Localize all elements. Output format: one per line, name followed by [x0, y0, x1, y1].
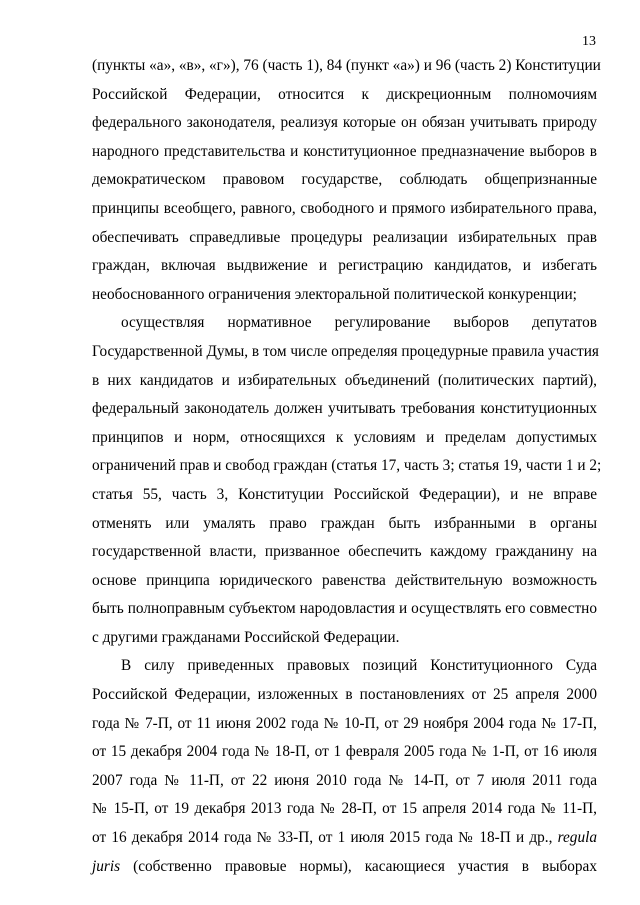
text-line: Государственной Думы, в том числе определяя процедурные правила участия	[92, 342, 599, 360]
text-line: демократическом правовом государстве, соблюдать общепризнанные	[92, 171, 597, 189]
text-line: государственной власти, призванное обеспечить каждому гражданину на	[92, 543, 597, 561]
page-number: 13	[582, 34, 596, 49]
text-line: осуществляя нормативное регулирование выборов депутатов	[121, 314, 597, 332]
text-line: (пункты «а», «в», «г»), 76 (часть 1), 84 (пункт «а») и 96 (часть 2) Конституции	[92, 57, 601, 74]
text-line: федерального законодателя, реализуя которые он обязан учитывать природу	[92, 114, 597, 132]
document-body	[92, 52, 602, 881]
text-line: отменять или умалять право граждан быть избранными в органы	[92, 514, 597, 532]
text-line-with-latin-term	[92, 824, 597, 853]
latin-term: regula	[557, 829, 597, 847]
text-line: с другими гражданами Российской Федерации.	[92, 628, 400, 646]
text-line: обеспечивать справедливые процедуры реализации избирательных прав	[92, 228, 597, 246]
text-line-with-latin-term	[92, 853, 597, 882]
latin-term: juris	[92, 857, 121, 875]
text-segment: от 16 декабря 2014 года № 33-П, от 1 июля 2015 года № 18-П и др.,	[92, 829, 553, 847]
text-line: принципы всеобщего, равного, свободного и прямого избирательного права,	[92, 199, 597, 217]
text-line: быть полноправным субъектом народовластия и осуществлять его совместно	[92, 600, 597, 618]
paragraph-3	[92, 652, 597, 881]
text-line: Российской Федерации, относится к дискреционным полномочиям	[92, 85, 597, 103]
text-line: основе принципа юридического равенства действительную возможность	[92, 571, 597, 589]
text-line: статья 55, часть 3, Конституции Российской Федерации), и не вправе	[92, 485, 597, 503]
paragraph-1	[92, 52, 601, 309]
text-line: принципов и норм, относящихся к условиям и пределам допустимых	[92, 428, 597, 446]
text-line: 2007 года № 11-П, от 22 июня 2010 года № 14-П, от 7 июля 2011 года	[92, 771, 597, 789]
text-line: года № 7-П, от 11 июня 2002 года № 10-П, от 29 ноября 2004 года № 17-П,	[92, 714, 597, 732]
text-line: федеральный законодатель должен учитывать требования конституционных	[92, 400, 597, 418]
text-line: № 15-П, от 19 декабря 2013 года № 28-П, от 15 апреля 2014 года № 11-П,	[92, 800, 597, 818]
paragraph-2	[92, 309, 602, 652]
text-line: народного представительства и конституционное предназначение выборов в	[92, 142, 597, 160]
text-line: граждан, включая выдвижение и регистрацию кандидатов, и избегать	[92, 257, 597, 275]
text-segment: (собственно правовые нормы), касающиеся участия в выборах	[133, 857, 597, 875]
text-line: от 15 декабря 2004 года № 18-П, от 1 февраля 2005 года № 1-П, от 16 июля	[92, 743, 597, 761]
text-line: необоснованного ограничения электоральной политической конкуренции;	[92, 285, 577, 303]
text-line: в них кандидатов и избирательных объединений (политических партий),	[92, 371, 597, 389]
text-line: В силу приведенных правовых позиций Конституционного Суда	[121, 657, 597, 675]
text-line: ограничений прав и свобод граждан (статья 17, часть 3; статья 19, части 1 и 2;	[92, 457, 602, 475]
text-line: Российской Федерации, изложенных в постановлениях от 25 апреля 2000	[92, 686, 597, 704]
